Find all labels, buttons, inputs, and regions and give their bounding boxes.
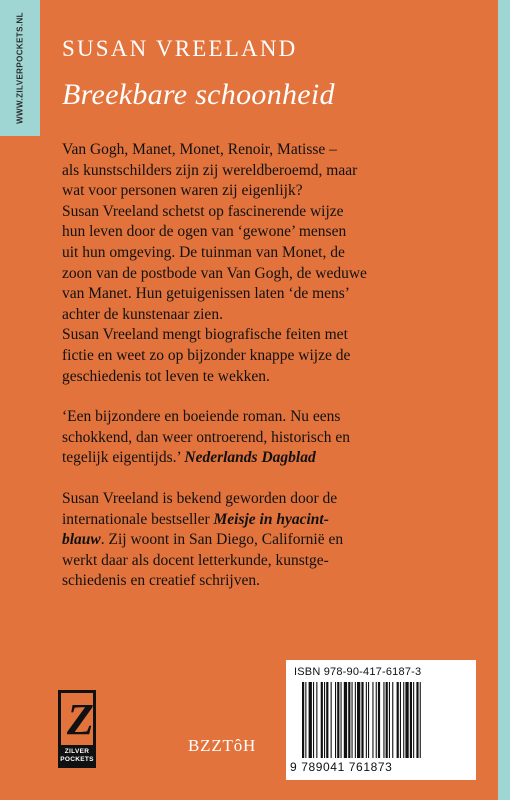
book-reference: Meisje in hyacint- bbox=[213, 510, 329, 528]
barcode-bar bbox=[335, 682, 336, 758]
barcode-bar bbox=[341, 682, 342, 758]
logo-line2: POCKETS bbox=[60, 756, 94, 763]
website-label: WWW.ZILVERPOCKETS.NL bbox=[15, 12, 25, 124]
barcode-bar bbox=[302, 682, 304, 758]
barcode-bar bbox=[403, 682, 404, 758]
barcode-icon bbox=[300, 682, 466, 758]
barcode-bar bbox=[357, 682, 360, 758]
blurb-paragraph: Van Gogh, Manet, Monet, Renoir, Matisse – als kunstschilders zijn zij wereldberoemd, maar wat voor personen waren zij eigenlijk? Susan Vreeland schetst op fascinerende wijze hun leven door de ogen van ‘gewone’ mensen uit hun omgeving. De tuinman van Monet, de zoon van de postbode van Van Gogh, de weduwe van Manet. Hun getuigenissen laten ‘de mens’ achter de kunstenaar zien. Susan Vreeland mengt biografische feiten met fictie en weet zo op bijzonder knappe wijze de geschiedenis tot leven te wekken. bbox=[62, 141, 367, 385]
logo-line1: ZILVER bbox=[64, 748, 90, 755]
publisher-name: BZZTôH bbox=[188, 736, 257, 755]
barcode-bar bbox=[331, 682, 332, 758]
barcode-bar bbox=[376, 682, 377, 758]
barcode-bar bbox=[309, 682, 312, 758]
barcode-bar bbox=[321, 682, 323, 758]
barcode-bar bbox=[383, 682, 384, 758]
barcode-bar bbox=[355, 682, 356, 758]
barcode-digits: 9 789041 761873 bbox=[290, 760, 393, 774]
barcode-bar bbox=[378, 682, 380, 758]
barcode-bar bbox=[410, 682, 412, 758]
book-reference-cont: blauw bbox=[62, 531, 101, 549]
barcode-bar bbox=[324, 682, 325, 758]
barcode-bar bbox=[405, 682, 408, 758]
barcode-bar bbox=[337, 682, 339, 758]
zilverpockets-logo bbox=[58, 690, 96, 768]
z-logo-letter: Z bbox=[67, 695, 94, 744]
author-bio: Susan Vreeland is bekend geworden door de internationale bestseller Meisje in hyacint- blauw. Zij woont in San Diego, Californië en werkt daar als docent letterkunde, kunstge- schiedenis en creatief schrijven. bbox=[62, 489, 344, 590]
barcode-bar bbox=[368, 682, 369, 758]
barcode-bar bbox=[413, 682, 414, 758]
barcode-bar bbox=[389, 682, 390, 758]
quote-source: Nederlands Dagblad bbox=[184, 449, 316, 467]
barcode-bar bbox=[392, 682, 393, 758]
barcode-bar bbox=[397, 682, 399, 758]
barcode-bar bbox=[352, 682, 353, 758]
spine-strip bbox=[0, 0, 40, 136]
barcode-bar bbox=[386, 682, 388, 758]
isbn-barcode-box bbox=[286, 660, 476, 780]
barcode-bar bbox=[361, 682, 363, 758]
barcode-bar bbox=[348, 682, 350, 758]
barcode-bar bbox=[420, 682, 421, 758]
book-title: Breekbare schoonheid bbox=[62, 78, 335, 111]
author-name: SUSAN VREELAND bbox=[62, 36, 298, 61]
barcode-bar bbox=[316, 682, 317, 758]
blurb bbox=[62, 140, 492, 592]
isbn-label: ISBN 978-90-417-6187-3 bbox=[294, 666, 422, 678]
barcode-bar bbox=[305, 682, 306, 758]
review-quote: ‘Een bijzondere en boeiende roman. Nu eens schokkend, dan weer ontroerend, historisch en tegelijk eigentijds.’ Nederlands Dagblad bbox=[62, 408, 350, 467]
barcode-bar bbox=[416, 682, 418, 758]
right-edge-strip bbox=[498, 0, 510, 800]
barcode-bar bbox=[372, 682, 373, 758]
barcode-bar bbox=[326, 682, 328, 758]
barcode-bar bbox=[313, 682, 314, 758]
barcode-bar bbox=[400, 682, 401, 758]
barcode-bar bbox=[366, 682, 367, 758]
barcode-bar bbox=[344, 682, 347, 758]
